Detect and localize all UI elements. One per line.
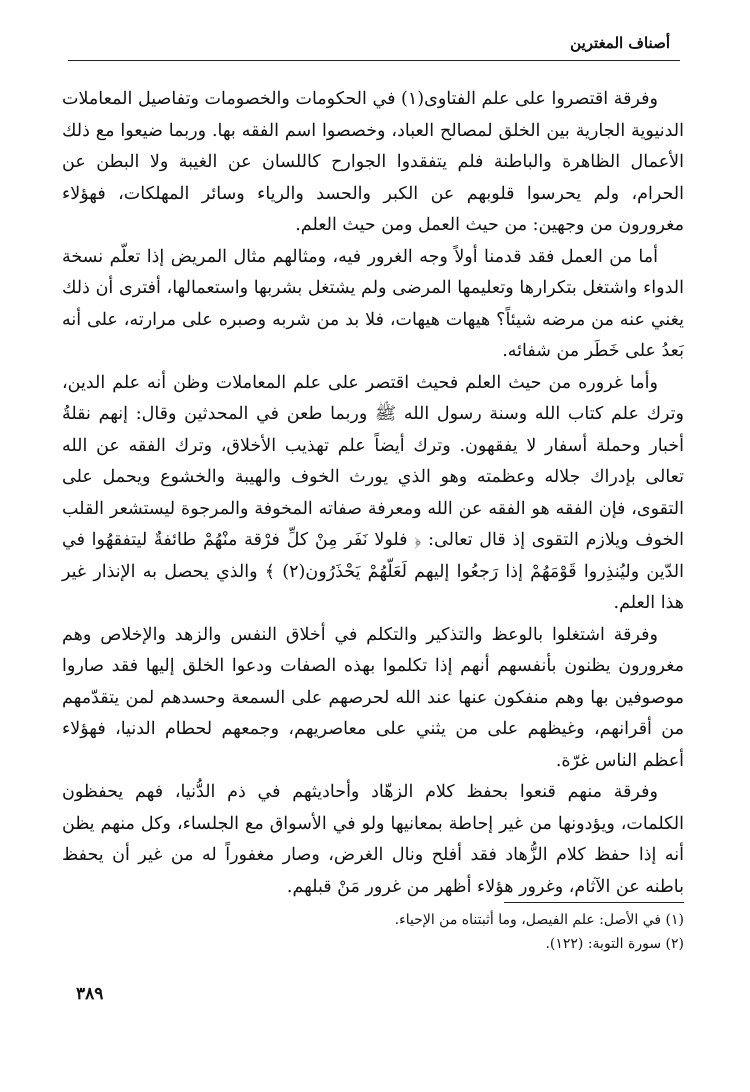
header-divider [68,60,680,61]
page-number: ٣٨٩ [76,984,104,1004]
paragraph: أما من العمل فقد قدمنا أولاً وجه الغرور فيه، ومثالهم مثال المريض إذا تعلّم نسخة الدواء واشتغل بتكرارها وتعليمها المرضى ولم يشتغل بشربها واستعمالها، أفترى أن ذلك يغني عنه من مرضه شيئاً؟ هيهات هيهات، فلا بد من شربه وصبره على مرارته، على أنه بَعدُ على خَطَر من شفائه. [62,246,684,361]
footnote-divider [504,902,684,903]
paragraph: وفرقة اقتصروا على علم الفتاوى(١) في الحكومات والخصومات وتفاصيل المعاملات الدنيوية الجارية بين الخلق لمصالح العباد، وخصصوا اسم الفقه بها. وربما ضيعوا مع ذلك الأعمال الظاهرة والباطنة فلم يتفقدوا الجوارح كاللسان عن الغيبة ولا البطن عن الحرام، ولم يحرسوا قلوبهم عن الكبر والحسد والرياء وسائر المهلكات، فهؤلاء مغرورون من وجهين: من حيث العمل ومن حيث العلم. [62,89,684,235]
running-head: أصناف المغترين [570,34,670,52]
footnote: (١) في الأصل: علم الفيصل، وما أثبتناه من الإحياء. [394,912,684,928]
footnotes [68,908,684,956]
main-text [62,84,684,903]
paragraph: وفرقة اشتغلوا بالوعظ والتذكير والتكلم في أخلاق النفس والزهد والإخلاص وهم مغرورون يظنون بأنفسهم أنهم إذا تكلموا بهذه الصفات ودعوا الخلق إليها فقد صاروا موصوفين بها وهم منفكون عنها عند الله لحرصهم على السمعة وحسدهم لمن يتقدّمهم من أقرانهم، وغيظهم على من يثني على معاصريهم، وجمعهم لحطام الدنيا، فهؤلاء أعظم الناس غرّة. [62,624,684,771]
footnote: (٢) سورة التوبة: (١٢٢). [545,936,684,952]
paragraph: وأما غروره من حيث العلم فحيث اقتصر على علم المعاملات وظن أنه علم الدين، وترك علم كتاب الله وسنة رسول الله ﷺ وربما طعن في المحدثين وقال: إنهم نقلةُ أخبار وحملة أسفار لا يفقهون. وترك أيضاً علم تهذيب الأخلاق، وترك الفقه عن الله تعالى بإدراك جلاله وعظمته وهو الذي يورث الخوف والهيبة والخشوع ويحمل على التقوى، فإن الفقه هو الفقه عن الله ومعرفة صفاته المخوفة والمرجوة ليستشعر القلب الخوف ويلازم التقوى إذ قال تعالى: ﴿ فلولا نَفَر مِنْ كلِّ فرْقة منْهُمْ طائفةٌ ليتفقهُوا في الدّين وليُنذِروا قَوْمَهُمْ إذا رَجعُوا إليهم لَعَلّهُمْ يَحْذَرُون(٢) ﴾ والذي يحصل به الإنذار غير هذا العلم. [62,372,684,613]
paragraph: وفرقة منهم قنعوا بحفظ كلام الزهّاد وأحاديثهم في ذم الدُّنيا، فهم يحفظون الكلمات، ويؤدونها من غير إحاطة بمعانيها ولو في الأسواق مع الجلساء، وكل منهم يظن أنه إذا حفظ كلام الزُّهاد فقد أفلح ونال الغرض، وصار مغفوراً له من غير أن يحفظ باطنه عن الآثام، وغرور هؤلاء أظهر من غرور مَنْ قبلهم. [62,782,684,897]
